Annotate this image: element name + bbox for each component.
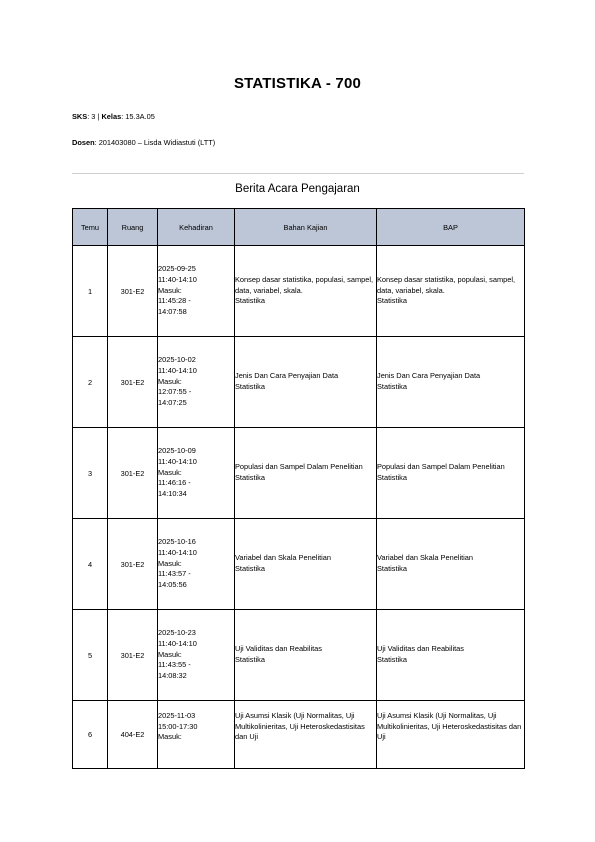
kehadiran-date: 2025-10-09: [158, 446, 196, 456]
bahan-kajian-text: Konsep dasar statistika, populasi, sampel, data, variabel, skala.: [235, 274, 374, 295]
bap-course: Statistika: [377, 473, 407, 482]
kehadiran-in-time: 11:45:28 -: [158, 296, 191, 306]
kehadiran-in-time: 12:07:55 -: [158, 387, 192, 397]
kehadiran-masuk-label: Masuk:: [158, 285, 182, 295]
page-title: STATISTIKA - 700: [233, 75, 362, 92]
cell-kehadiran: [158, 246, 235, 337]
table-row: [73, 701, 525, 769]
section-divider: [72, 173, 524, 174]
kehadiran-out-time: 14:08:32: [158, 671, 187, 681]
table-row: [73, 610, 525, 701]
table-row: [73, 428, 525, 519]
kehadiran-schedule: 11:40-14:10: [158, 365, 197, 375]
cell-kehadiran: [158, 701, 235, 769]
header-bap: BAP: [377, 209, 525, 246]
cell-bahan-kajian: [235, 337, 377, 428]
bap-course: Statistika: [377, 296, 407, 306]
dosen-value: : 201403080 – Lisda Widiastuti (LTT): [94, 138, 216, 147]
cell-bahan-kajian: [235, 519, 377, 610]
table-row: [73, 337, 525, 428]
header-ruang: Ruang: [108, 209, 158, 246]
kehadiran-masuk-label: Masuk:: [158, 732, 182, 742]
cell-temu: 2: [73, 337, 108, 428]
cell-bahan-kajian: [235, 246, 377, 337]
kehadiran-masuk-label: Masuk:: [158, 376, 182, 386]
kehadiran-schedule: 15:00-17:30: [158, 721, 198, 731]
bap-text: Uji Validitas dan Reabilitas: [377, 644, 464, 654]
header-temu: Temu: [73, 209, 108, 246]
kehadiran-in-time: 11:46:16 -: [158, 478, 191, 488]
header-bahan-kajian: Bahan Kajian: [235, 209, 377, 246]
cell-bap: [377, 246, 525, 337]
bap-text: Jenis Dan Cara Penyajian Data: [377, 371, 481, 381]
kehadiran-date: 2025-09-25: [158, 264, 196, 274]
bahan-kajian-text: Uji Validitas dan Reabilitas: [235, 644, 322, 654]
table-row: [73, 246, 525, 337]
sks-label: SKS: [72, 112, 88, 121]
cell-kehadiran: [158, 610, 235, 701]
cell-ruang: 301-E2: [108, 337, 158, 428]
bap-course: Statistika: [377, 655, 407, 664]
cell-ruang: 301-E2: [108, 610, 158, 701]
kehadiran-date: 2025-11-03: [158, 711, 196, 720]
cell-bap: [377, 610, 525, 701]
cell-kehadiran: [158, 428, 235, 519]
cell-temu: 4: [73, 519, 108, 610]
cell-ruang: 404-E2: [108, 701, 158, 769]
cell-ruang: 301-E2: [108, 428, 158, 519]
bap-table: [72, 208, 525, 769]
bahan-kajian-course: Statistika: [235, 655, 265, 664]
bap-text: Konsep dasar statistika, populasi, sampel, data, variabel, skala.: [377, 274, 516, 295]
kehadiran-in-time: 11:43:55 -: [158, 660, 191, 670]
bahan-kajian-text: Jenis Dan Cara Penyajian Data: [235, 371, 339, 381]
kehadiran-masuk-label: Masuk:: [158, 558, 182, 568]
cell-bahan-kajian: [235, 428, 377, 519]
cell-bap: [377, 428, 525, 519]
header-kehadiran: Kehadiran: [158, 209, 235, 246]
bahan-kajian-text: Variabel dan Skala Penelitian: [235, 553, 332, 563]
cell-ruang: 301-E2: [108, 246, 158, 337]
kehadiran-out-time: 14:07:58: [158, 307, 187, 317]
dosen-meta-line: [72, 138, 215, 147]
kehadiran-date: 2025-10-16: [158, 537, 196, 547]
kehadiran-schedule: 11:40-14:10: [158, 456, 197, 466]
bahan-kajian-course: Statistika: [235, 382, 265, 391]
bap-course: Statistika: [377, 382, 407, 391]
cell-bap: [377, 701, 525, 769]
cell-bap: [377, 519, 525, 610]
cell-temu: 3: [73, 428, 108, 519]
bap-text: Populasi dan Sampel Dalam Penelitian: [377, 462, 505, 472]
bahan-kajian-text: Uji Asumsi Klasik (Uji Normalitas, Uji Multikolinieritas, Uji Heteroskedastisitas dan Uji: [235, 711, 365, 742]
cell-bap: [377, 337, 525, 428]
course-meta-line: [72, 112, 155, 121]
kelas-label: Kelas: [101, 112, 122, 121]
kehadiran-schedule: 11:40-14:10: [158, 638, 197, 648]
kehadiran-date: 2025-10-02: [158, 355, 196, 365]
bap-text: Uji Asumsi Klasik (Uji Normalitas, Uji Multikolinieritas, Uji Heteroskedastisitas dan Uji: [377, 711, 522, 742]
bahan-kajian-text: Populasi dan Sampel Dalam Penelitian: [235, 462, 363, 472]
bahan-kajian-course: Statistika: [235, 564, 265, 573]
kehadiran-out-time: 14:05:56: [158, 580, 187, 590]
sks-value: : 3 |: [87, 112, 102, 121]
kehadiran-date: 2025-10-23: [158, 628, 196, 638]
bahan-kajian-course: Statistika: [235, 296, 265, 306]
kelas-value: : 15.3A.05: [121, 112, 155, 121]
section-title: Berita Acara Pengajaran: [235, 183, 360, 195]
kehadiran-out-time: 14:07:25: [158, 398, 187, 408]
kehadiran-masuk-label: Masuk:: [158, 649, 182, 659]
table-row: [73, 519, 525, 610]
cell-bahan-kajian: [235, 701, 377, 769]
kehadiran-schedule: 11:40-14:10: [158, 547, 197, 557]
bahan-kajian-course: Statistika: [235, 473, 265, 482]
dosen-label: Dosen: [72, 138, 95, 147]
cell-kehadiran: [158, 519, 235, 610]
table-header-row: [73, 209, 525, 246]
cell-temu: 6: [73, 701, 108, 769]
cell-temu: 1: [73, 246, 108, 337]
cell-bahan-kajian: [235, 610, 377, 701]
kehadiran-in-time: 11:43:57 -: [158, 569, 191, 579]
kehadiran-out-time: 14:10:34: [158, 489, 187, 499]
bap-course: Statistika: [377, 564, 407, 573]
cell-ruang: 301-E2: [108, 519, 158, 610]
kehadiran-schedule: 11:40-14:10: [158, 274, 197, 284]
cell-kehadiran: [158, 337, 235, 428]
bap-text: Variabel dan Skala Penelitian: [377, 553, 474, 563]
kehadiran-masuk-label: Masuk:: [158, 467, 182, 477]
cell-temu: 5: [73, 610, 108, 701]
